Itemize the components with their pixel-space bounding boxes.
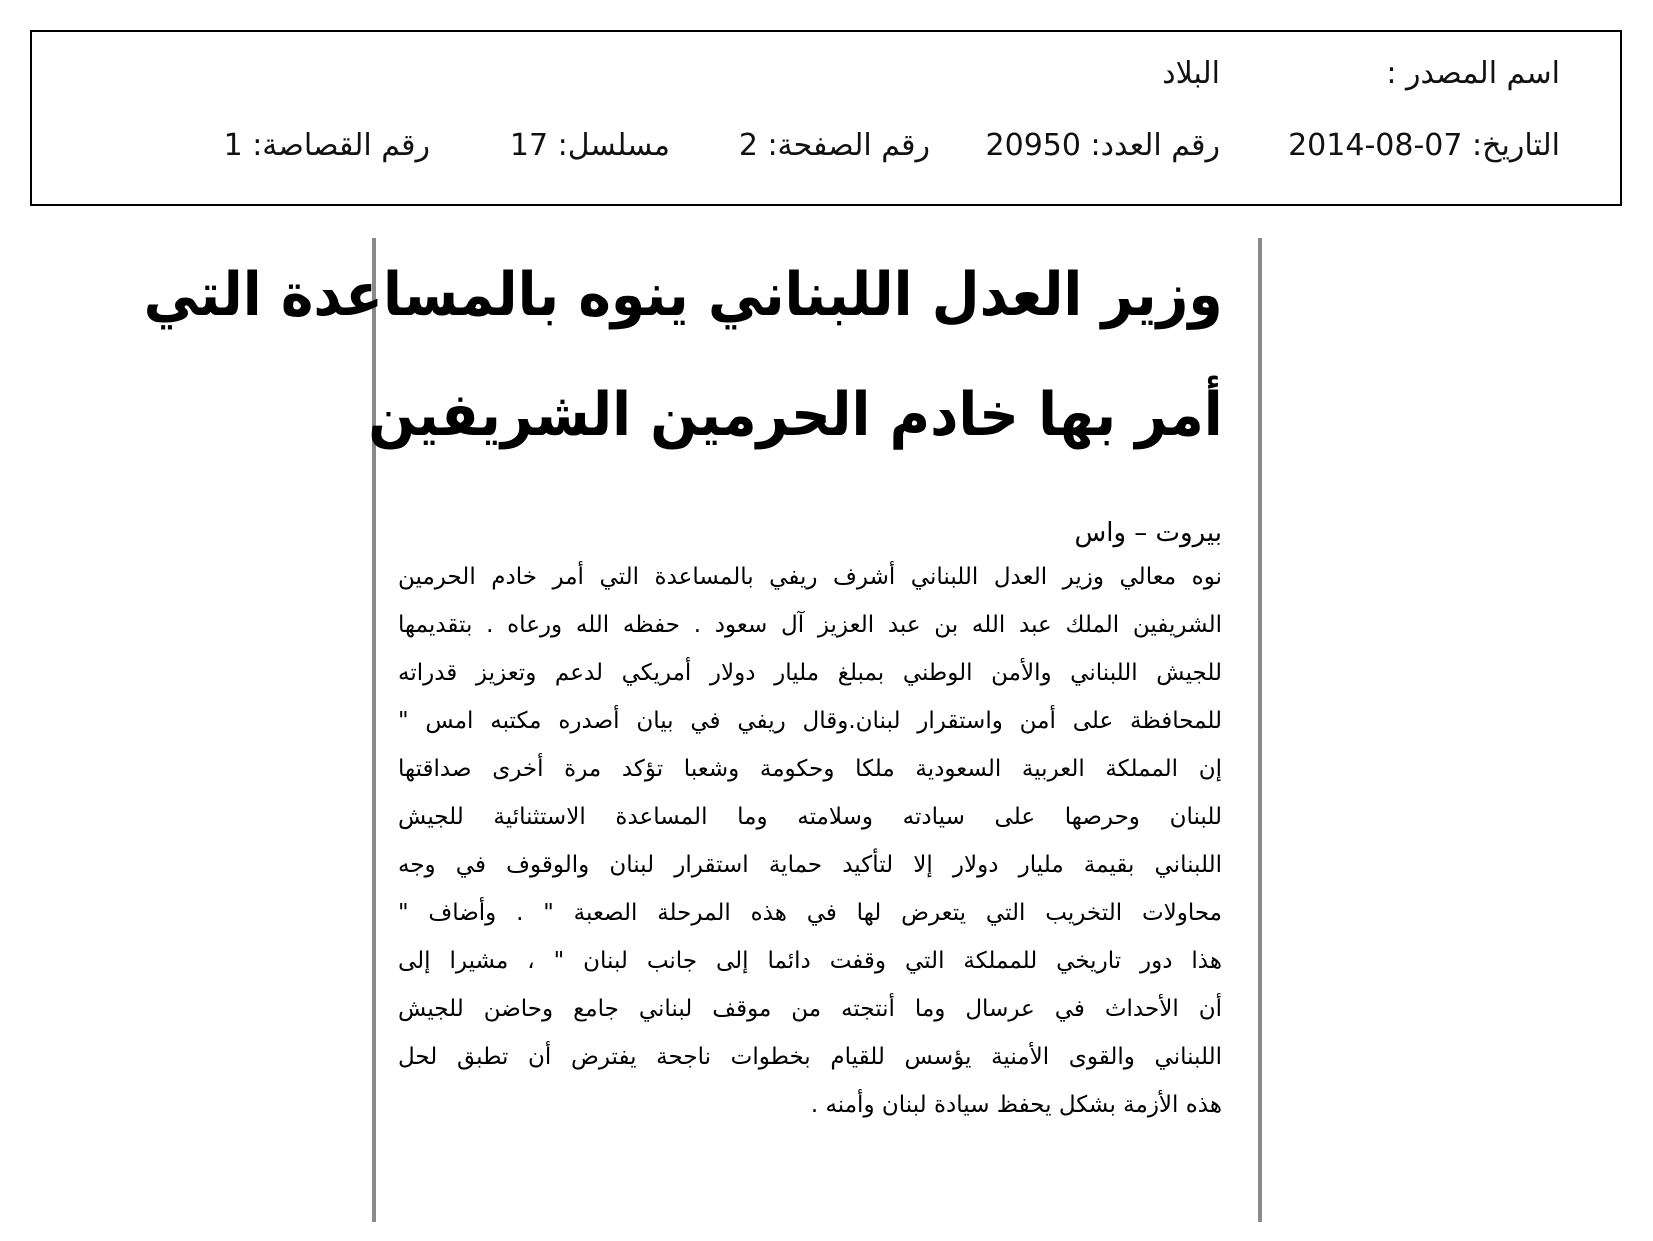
dateline: بيروت – واس [1074,518,1222,548]
body-line: للمحافظة على أمن واستقرار لبنان.وقال ريفي في بيان أصدره مكتبه امس " [398,708,1222,734]
body-line: للجيش اللبناني والأمن الوطني بمبلغ مليار دولار أمريكي لدعم وتعزيز قدراته [398,660,1222,686]
clipping-metadata-box [30,30,1622,206]
issue-number-field: رقم العدد: 20950 [985,128,1220,163]
article-clipping [143,238,1262,1222]
source-label: اسم المصدر : [1386,56,1560,91]
body-line: الشريفين الملك عبد الله بن عبد العزيز آل سعود . حفظه الله ورعاه . بتقديمها [398,612,1222,638]
headline-line-2: أمر بها خادم الحرمين الشريفين [368,380,1223,450]
body-line: هذه الأزمة بشكل يحفظ سيادة لبنان وأمنه . [810,1092,1222,1118]
body-line: أن الأحداث في عرسال وما أنتجته من موقف لبناني جامع وحاضن للجيش [398,996,1222,1022]
serial-number-field: مسلسل: 17 [509,128,670,163]
body-line: محاولات التخريب التي يتعرض لها في هذه المرحلة الصعبة " . وأضاف " [398,900,1222,926]
body-line: هذا دور تاريخي للمملكة التي وقفت دائما إلى جانب لبنان " ، مشيرا إلى [398,948,1222,974]
body-line: نوه معالي وزير العدل اللبناني أشرف ريفي بالمساعدة التي أمر خادم الحرمين [398,564,1222,590]
date-field: التاريخ: 07-08-2014 [1288,128,1560,163]
clipping-number-field: رقم القصاصة: 1 [223,128,430,163]
source-value: البلاد [1162,56,1220,91]
page-number-field: رقم الصفحة: 2 [738,128,930,163]
body-line: اللبناني بقيمة مليار دولار إلا لتأكيد حماية استقرار لبنان والوقوف في وجه [398,852,1222,878]
body-line: للبنان وحرصها على سيادته وسلامته وما المساعدة الاستثنائية للجيش [398,804,1222,830]
headline-line-1: وزير العدل اللبناني ينوه بالمساعدة التي [143,260,1223,330]
body-line: إن المملكة العربية السعودية ملكا وحكومة وشعبا تؤكد مرة أخرى صداقتها [398,756,1222,782]
body-line: اللبناني والقوى الأمنية يؤسس للقيام بخطوات ناجحة يفترض أن تطبق لحل [398,1044,1222,1070]
